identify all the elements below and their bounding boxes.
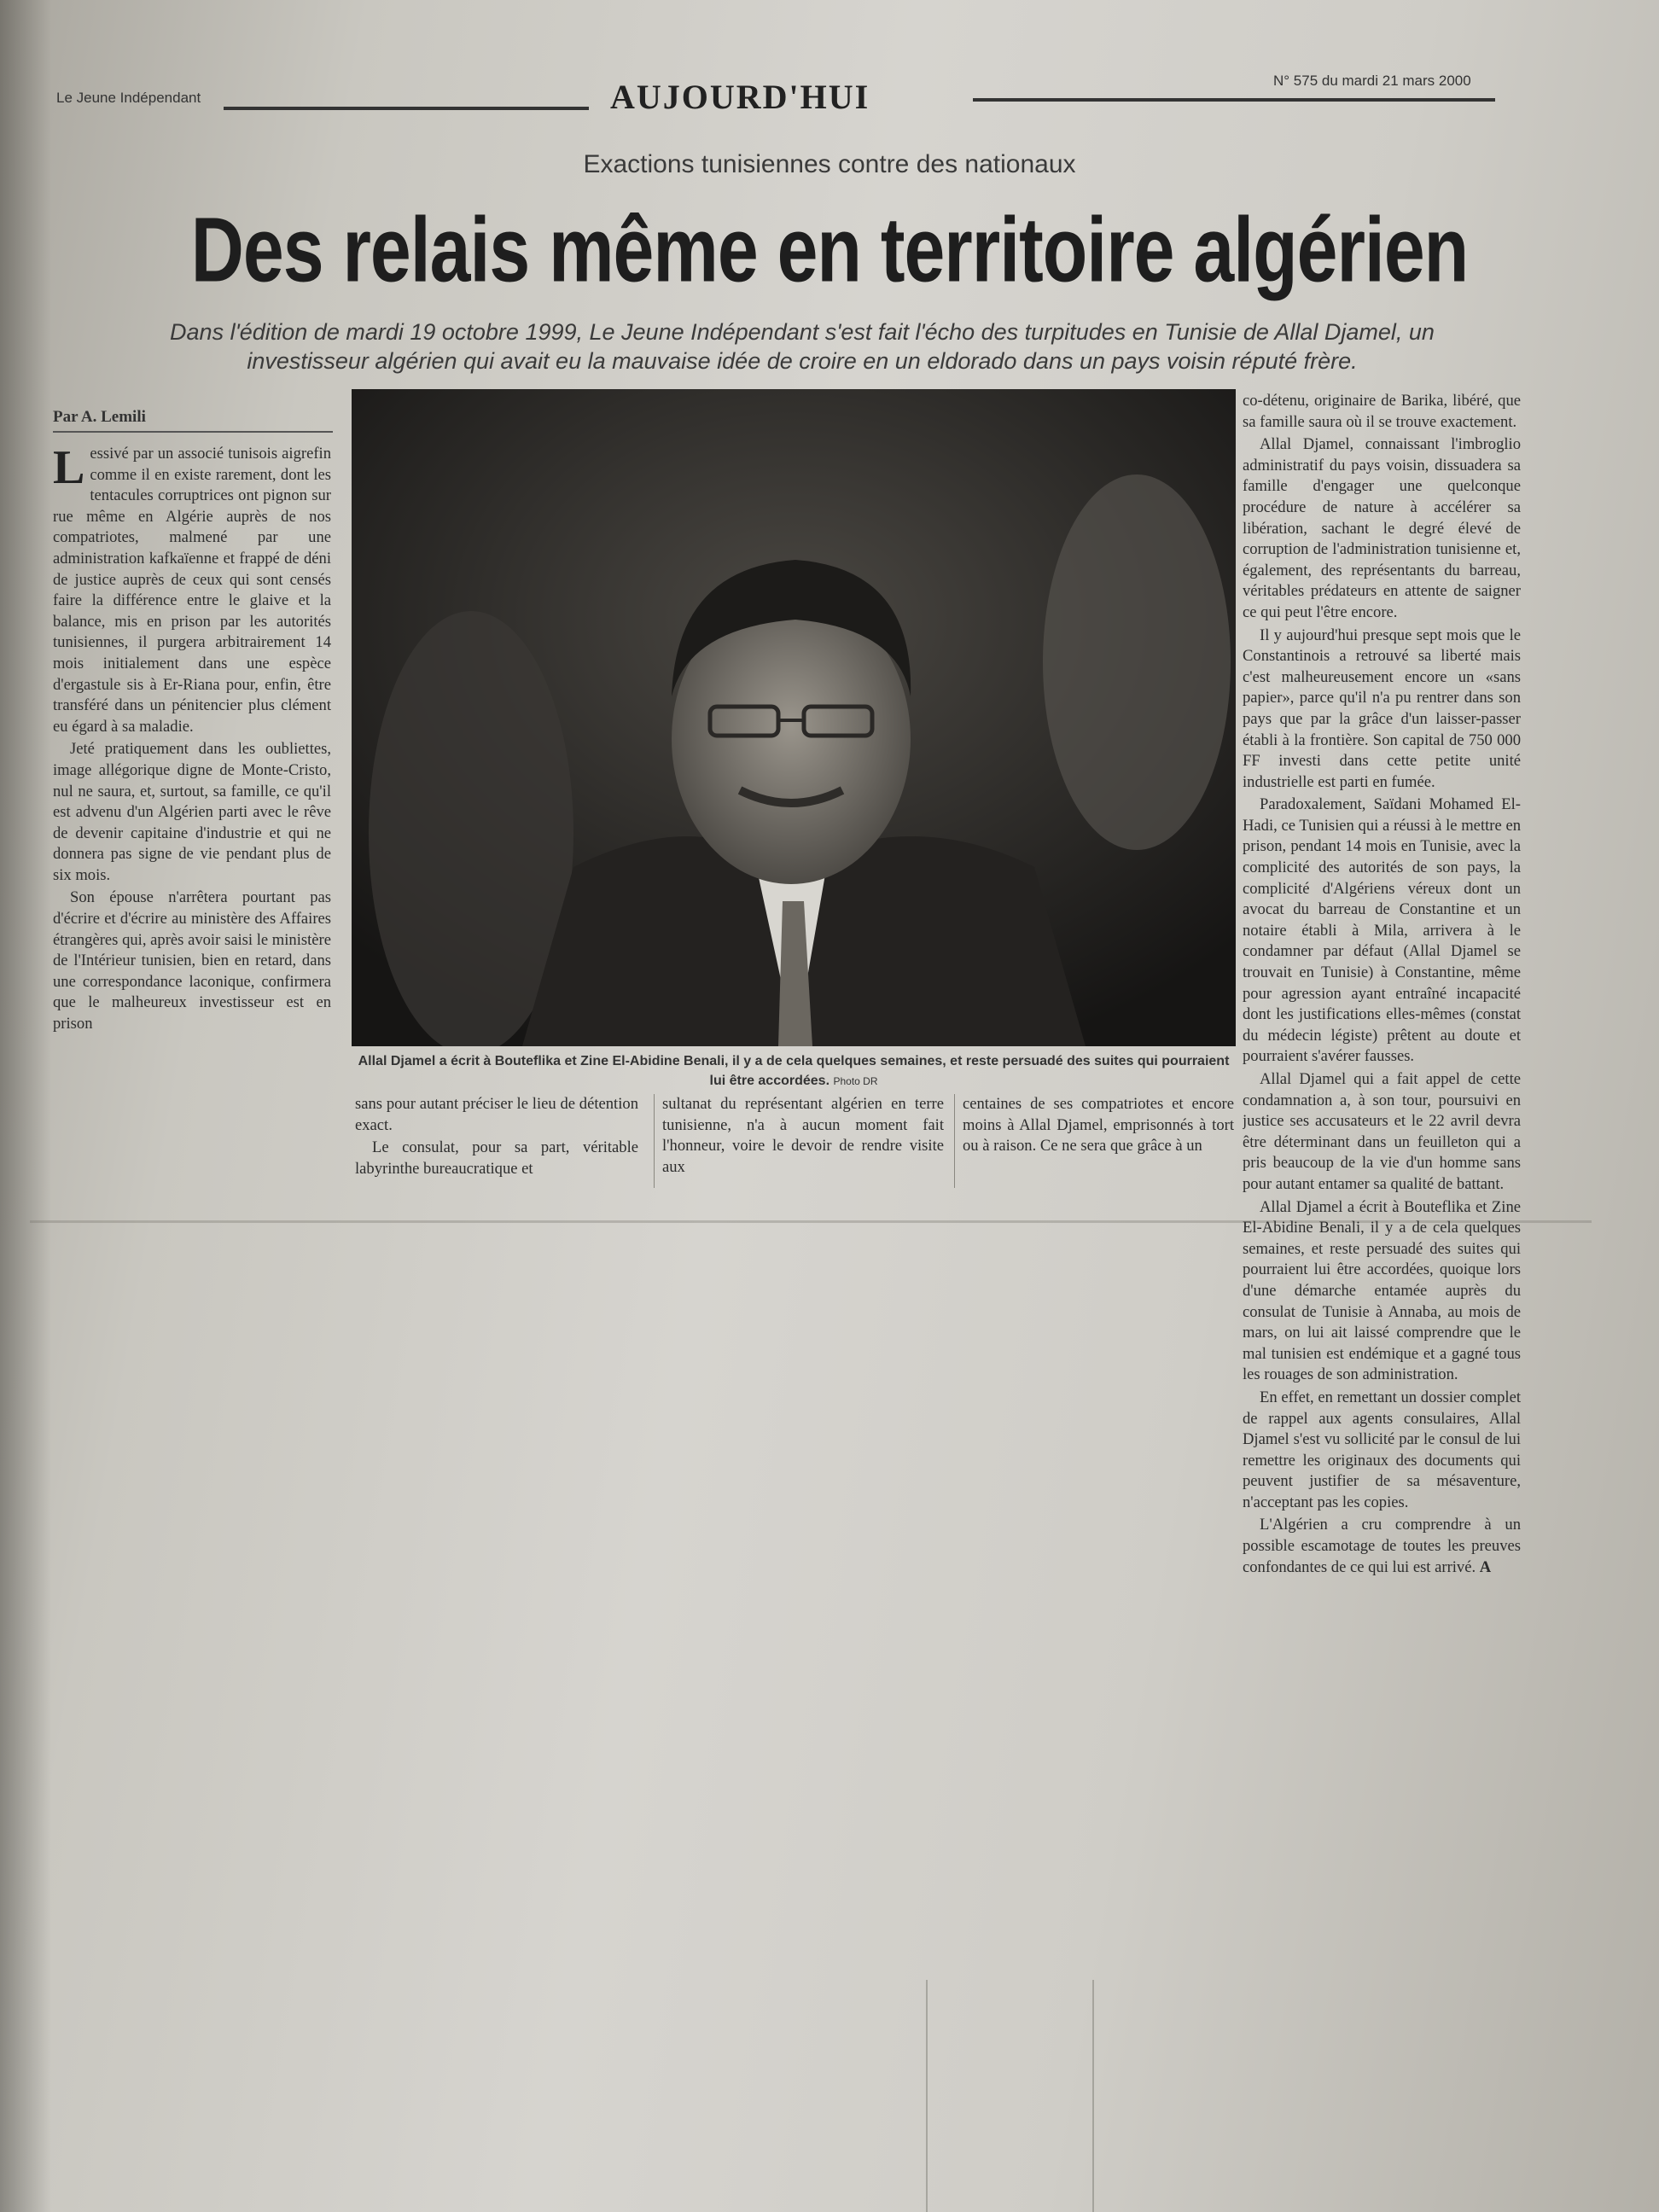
caption-text: Allal Djamel a écrit à Bouteflika et Zine El-Abidine Benali, il y a de cela quelques semaines, et reste persuadé des suites qui pourraient lui être accordées. <box>358 1054 1230 1088</box>
byline-rule <box>53 431 333 433</box>
photo-caption <box>352 1051 1236 1091</box>
paragraph: Le consulat, pour sa part, véritable labyrinthe bureaucratique et <box>355 1138 638 1178</box>
paragraph: Allal Djamel qui a fait appel de cette condamnation a, à son tour, poursuivi en justice ses accusateurs et le 22 avril devra être déterminant dans un feuilleton qui a pris beaucoup de la vie d'un homme sans pour autant entamer sa qualité de battant. <box>1243 1070 1521 1193</box>
article-lead: Dans l'édition de mardi 19 octobre 1999, Le Jeune Indépendant s'est fait l'écho des turpitudes en Tunisie de Allal Djamel, un investisseur algérien qui avait eu la mauvaise idée de croire en un eldorado dans un pays voisin réputé frère. <box>170 319 1435 374</box>
article-kicker: Exactions tunisiennes contre des nationaux <box>583 150 1076 178</box>
article-headline: Des relais même en territoire algérien <box>190 199 1469 302</box>
paragraph: centaines de ses compatriotes et encore moins à Allal Djamel, emprisonnés à tort ou à raison. Ce ne sera que grâce à un <box>963 1095 1234 1155</box>
paragraph: Il y aujourd'hui presque sept mois que le Constantinois a retrouvé sa liberté mais c'est malheureusement encore un «sans papier», parce qu'il n'a pu rentrer dans son pays que par la grâce d'un laisser-passer établi à la frontière. Son capital de 750 000 FF investi dans cette petite unité industrielle est parti en fumée. <box>1243 626 1521 791</box>
section-title: AUJOURD'HUI <box>610 78 870 116</box>
photo-credit: Photo DR <box>833 1075 878 1087</box>
paragraph: Jeté pratiquement dans les oubliettes, image allégorique digne de Monte-Cristo, nul ne saura, et, surtout, sa famille, ce qu'il est advenu d'un Algérien parti avec le rêve de devenir capitaine d'industrie et qui ne donnera pas signe de vie pendant plus de six mois. <box>53 740 331 884</box>
paragraph <box>53 444 331 737</box>
paragraph: Allal Djamel, connaissant l'imbroglio administratif du pays voisin, dissuadera sa famille d'engager une quelconque procédure de nature à accélérer sa libération, sachant le degré élevé de corruption de l'administration tunisienne et, également, des représentants du barreau, véritables prédateurs en attente de saigner ce qui peut l'être encore. <box>1243 435 1521 621</box>
column-3 <box>662 1094 944 1188</box>
drop-cap: L <box>53 444 85 494</box>
header-rule-right <box>973 98 1495 102</box>
paragraph: sans pour autant préciser le lieu de détention exact. <box>355 1095 638 1134</box>
article-photo <box>352 389 1236 1046</box>
column-rule <box>954 1094 955 1188</box>
issue-date: N° 575 du mardi 21 mars 2000 <box>1273 73 1471 89</box>
end-mark: A <box>1479 1557 1492 1576</box>
column-5 <box>1243 391 1521 1970</box>
column-4 <box>963 1094 1234 1188</box>
column-rule <box>654 1094 655 1188</box>
paper-crease <box>1092 1980 1094 2212</box>
header-rule-left <box>224 107 589 110</box>
paragraph: sultanat du représentant algérien en terre tunisienne, n'a à aucun moment fait l'honneur, voire le devoir de rendre visite aux <box>662 1095 944 1176</box>
column-2 <box>355 1094 638 1188</box>
byline: Par A. Lemili <box>53 408 146 426</box>
paragraph-text: L'Algérien a cru comprendre à un possible escamotage de toutes les preuves confondantes de ce qui lui est arrivé. <box>1243 1516 1521 1576</box>
paragraph: Paradoxalement, Saïdani Mohamed El-Hadi, ce Tunisien qui a réussi à le mettre en prison, pendant 14 mois en Tunisie, avec la complicité des autorités de son pays, la complicité d'Algériens véreux dont un avocat du barreau de Constantine et un notaire établi à Mila, arrivera à le condamner par défaut (Allal Djamel se trouvait en Tunisie) à Constantine, même pour agression ayant entraîné incapacité dont les justifications elles-mêmes (constat du médecin légiste) prêtent au doute et pourraient s'avérer fausses. <box>1243 795 1521 1066</box>
paragraph: Allal Djamel a écrit à Bouteflika et Zine El-Abidine Benali, il y a de cela quelques semaines, et reste persuadé des suites qui pourraient lui être accordées, quoique lors d'une démarche entamée auprès du consulat de Tunisie à Annaba, au mois de mars, on lui ait laissé comprendre que le mal tunisien est endémique et a gagné tous les rouages de son administration. <box>1243 1197 1521 1384</box>
newspaper-name: Le Jeune Indépendant <box>56 90 201 106</box>
paragraph: En effet, en remettant un dossier complet de rappel aux agents consulaires, Allal Djamel s'est vu sollicité par le consul de lui remettre les originaux des documents qui peuvent justifier de sa mésaventure, n'acceptant pas les copies. <box>1243 1388 1521 1511</box>
paragraph-text: essivé par un associé tunisois aigrefin comme il en existe rarement, dont les tentacules corruptrices ont pignon sur rue même en Algérie auprès de nos compatriotes, malmené par une administration kafkaïenne et frappé de déni de justice auprès de ceux qui sont censés faire la différence entre le glaive et la balance, mis en prison par les autorités tunisiennes, il purgera arbitrairement 14 mois initialement dans une espèce d'ergastule sis à Er-Riana pour, enfin, être transféré dans un pénitencier plus clément eu égard à sa maladie. <box>53 445 331 736</box>
paragraph <box>1243 1515 1521 1578</box>
page-edge-shadow <box>0 0 51 2212</box>
column-1 <box>53 444 331 1186</box>
paper-crease <box>926 1980 928 2212</box>
paragraph: co-détenu, originaire de Barika, libéré, que sa famille saura où il se trouve exactement. <box>1243 392 1521 431</box>
portrait-image <box>352 389 1236 1046</box>
paragraph: Son épouse n'arrêtera pourtant pas d'écrire et d'écrire au ministère des Affaires étrangères qui, après avoir saisi le ministère de l'Intérieur tunisien, bien en retard, dans une correspondance laconique, confirmera que le malheureux investisseur est en prison <box>53 888 331 1033</box>
